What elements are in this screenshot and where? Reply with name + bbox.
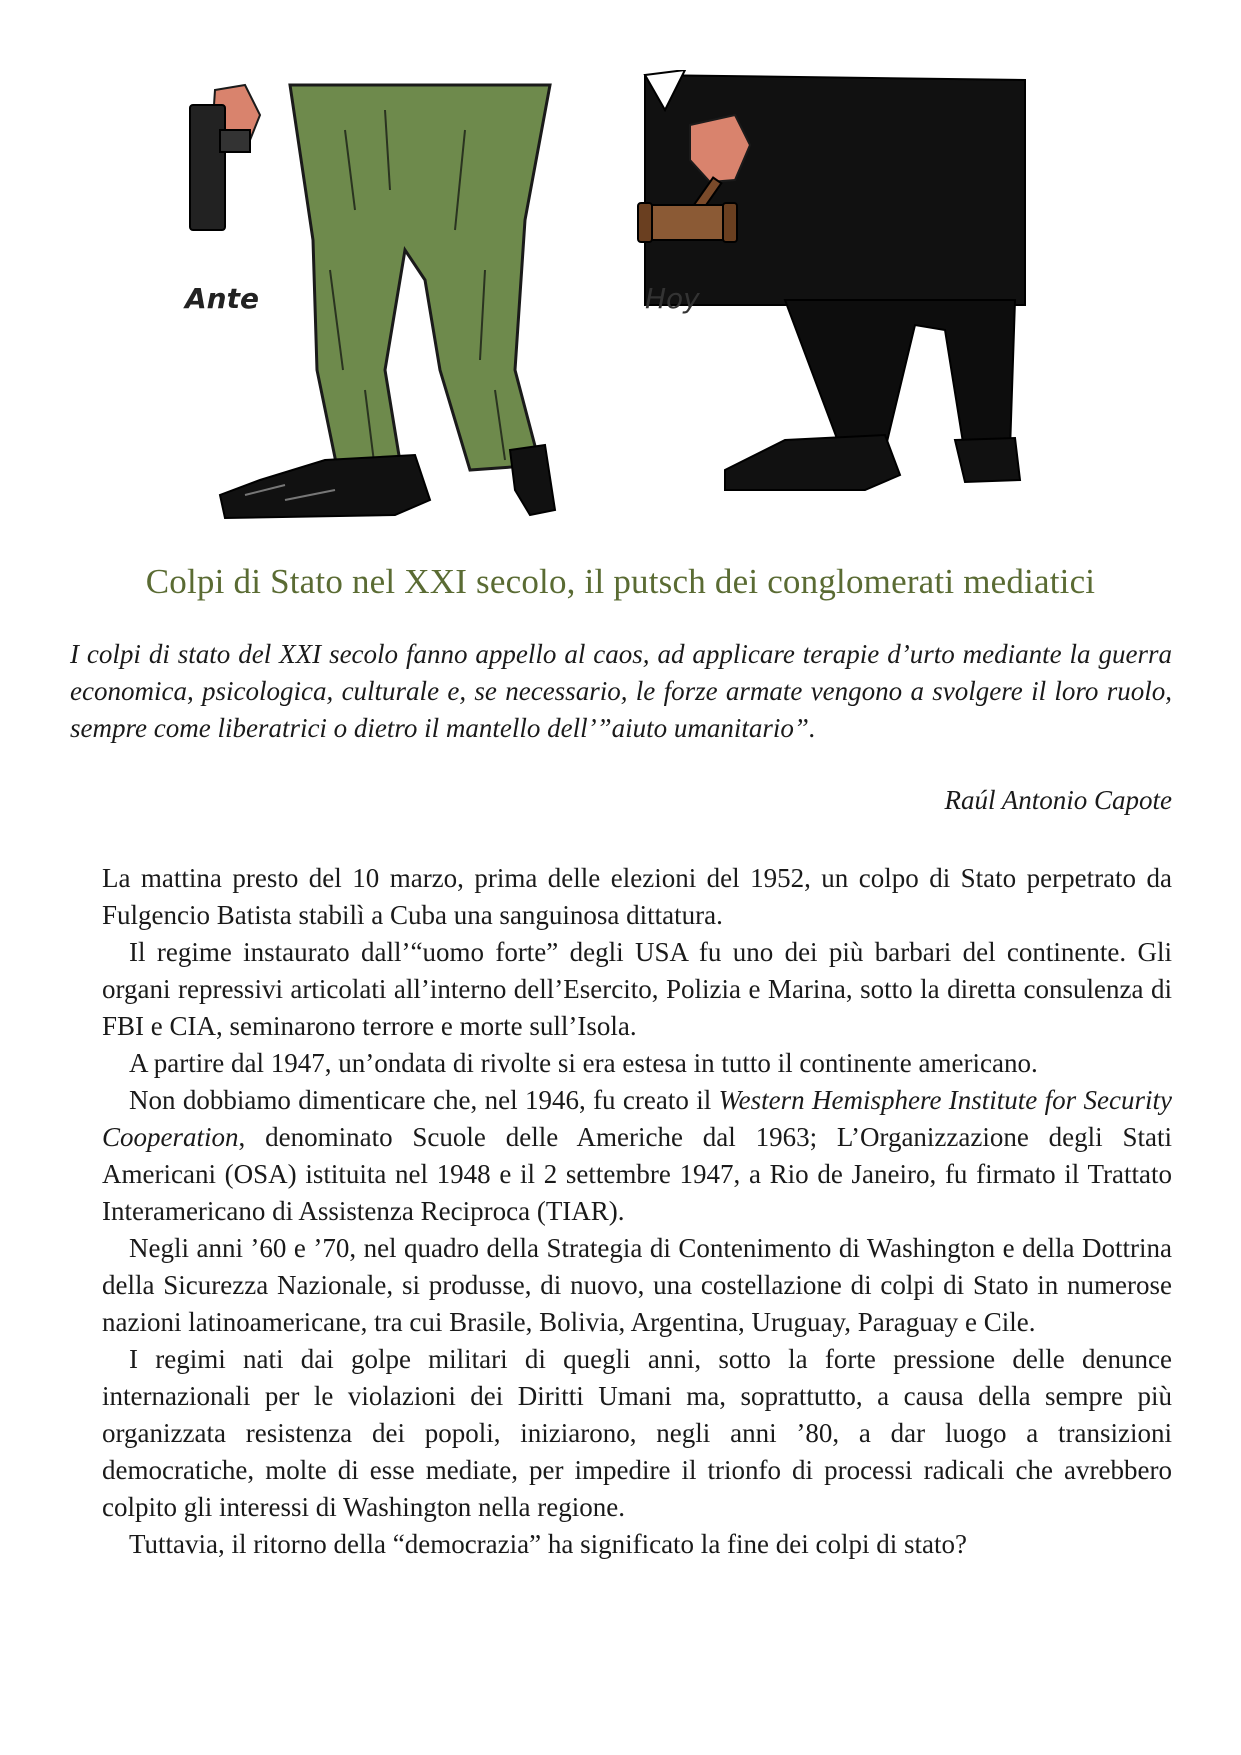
paragraph-6: I regimi nati dai golpe militari di quegli anni, sotto la forte pressione delle denunce internazionali per le violazioni dei Diritti Umani ma, soprattutto, a causa della sempre più organizzata resistenza dei popoli, iniziarono, negli anni ’80, a dar luogo a transizioni democratiche, molte di esse mediate, per impedire il trionfo di processi radicali che avrebbero colpito gli interessi di Washington nella regione.: [102, 1344, 1172, 1522]
article-body: [102, 860, 1172, 1563]
cartoon-label-ante: Ante: [185, 282, 259, 315]
article-title: Colpi di Stato nel XXI secolo, il putsch dei conglomerati mediatici: [145, 562, 1096, 601]
paragraph-1: La mattina presto del 10 marzo, prima delle elezioni del 1952, un colpo di Stato perpetrato da Fulgencio Batista stabilì a Cuba una sanguinosa dittatura.: [102, 863, 1172, 930]
epigraph: [70, 636, 1172, 747]
cartoon-svg: [85, 70, 1160, 520]
paragraph-3: A partire dal 1947, un’ondata di rivolte si era estesa in tutto il continente americano.: [129, 1048, 1038, 1078]
paragraph-7: Tuttavia, il ritorno della “democrazia” ha significato la fine dei colpi di stato?: [129, 1529, 967, 1559]
cartoon-illustration: [85, 70, 1160, 520]
epigraph-author: Raúl Antonio Capote: [944, 785, 1172, 815]
paragraph-2: Il regime instaurato dall’“uomo forte” degli USA fu uno dei più barbari del continente. Gli organi repressivi articolati all’interno dell’Esercito, Polizia e Marina, sotto la diretta consulenza di FBI e CIA, seminarono terrore e morte sull’Isola.: [102, 937, 1172, 1041]
cartoon-label-hoy: Hoy: [645, 282, 700, 315]
pistol-icon: [190, 105, 225, 230]
boot-icon: [220, 455, 430, 518]
institute-name: Western Hemisphere Institute for Security Cooperation: [102, 1085, 1172, 1152]
soldier-figure: [183, 85, 555, 518]
epigraph-text: I colpi di stato del XXI secolo fanno appello al caos, ad applicare terapie d’urto mediante la guerra economica, psicologica, culturale e, se necessario, le forze armate vengono a svolgere il loro ruolo, sempre come liberatrici o dietro il mantello dell’”aiuto umanitario”.: [70, 639, 1172, 743]
judge-figure: [638, 70, 1025, 490]
shoe-icon: [725, 435, 900, 490]
paragraph-5: Negli anni ’60 e ’70, nel quadro della Strategia di Contenimento di Washington e della Dottrina della Sicurezza Nazionale, si produsse, di nuovo, una costellazione di colpi di Stato in numerose nazioni latinoamericane, tra cui Brasile, Bolivia, Argentina, Uruguay, Paraguay e Cile.: [102, 1233, 1172, 1337]
paragraph-4: Non dobbiamo dimenticare che, nel 1946, fu creato il Western Hemisphere Institute for Security Cooperation, denominato Scuole delle Americhe dal 1963; L’Organizzazione degli Stati Americani (OSA) istituita nel 1948 e il 2 settembre 1947, a Rio de Janeiro, fu firmato il Trattato Interamericano di Assistenza Reciproca (TIAR).: [102, 1085, 1172, 1226]
